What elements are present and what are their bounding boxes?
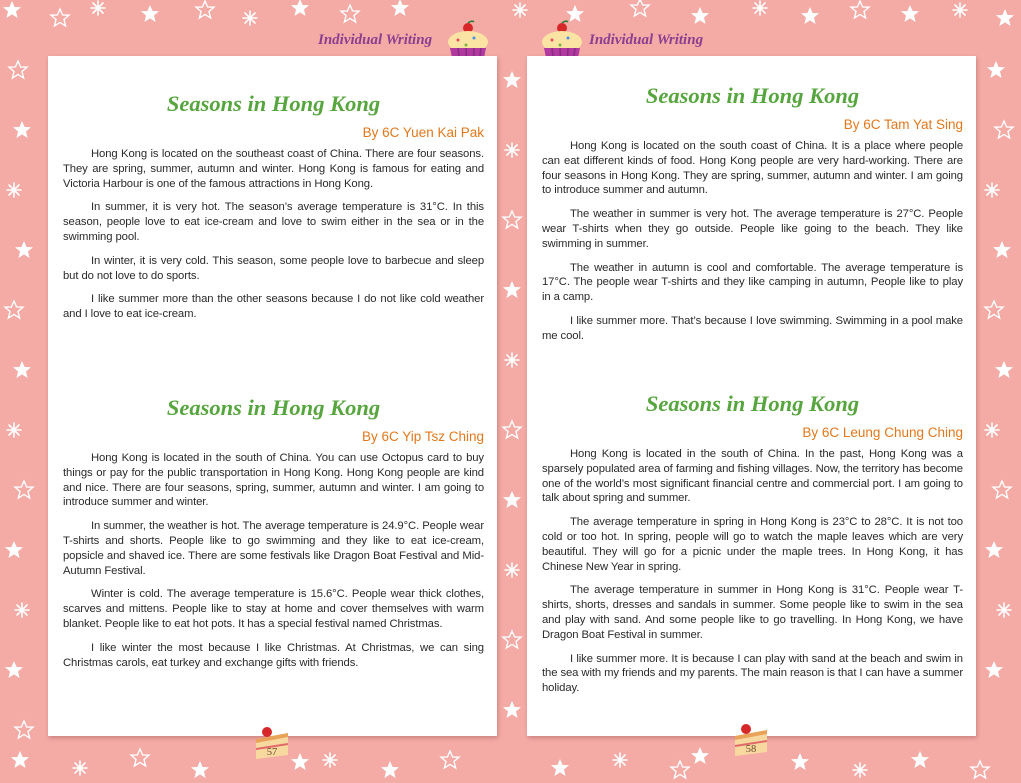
author-byline: By 6C Tam Yat Sing [843, 117, 963, 132]
star-decoration [381, 761, 399, 778]
star-decoration [15, 481, 33, 498]
page-number: 57 [266, 747, 278, 758]
star-decoration [987, 61, 1005, 78]
star-decoration [15, 603, 29, 617]
star-decoration [985, 183, 999, 197]
paragraph: I like winter the most because I like Christmas. At Christmas, we can sing Christmas carols, eat turkey and exchange gifts with friends. [63, 641, 484, 669]
star-decoration [441, 751, 459, 768]
star-decoration [13, 361, 31, 378]
article-title: Seasons in Hong Kong [166, 91, 381, 116]
star-decoration [196, 1, 214, 18]
article-leung-chung-ching [542, 390, 963, 705]
paragraph: The average temperature in spring in Hong Kong is 23°C to 28°C. It is not too cold or too hot. In spring, people will go to watch the maple leaves which are very beautiful. They will go for a picnic under the maple trees. In Hong Kong, it has Chinese New Year in spring. [542, 516, 963, 573]
author-byline: By 6C Yip Tsz Ching [361, 429, 484, 444]
star-decoration [971, 761, 989, 778]
star-decoration [753, 1, 767, 15]
star-decoration [5, 301, 23, 318]
right-page [527, 56, 976, 736]
star-decoration [15, 721, 33, 738]
star-decoration [503, 211, 521, 228]
star-decoration [5, 661, 23, 678]
star-decoration [505, 353, 519, 367]
star-decoration [291, 0, 309, 16]
paragraph: I like summer more. That’s because I love swimming. Swimming in a pool make me cool. [542, 314, 963, 342]
left-page [48, 56, 497, 736]
paragraph: In summer, the weather is hot. The average temperature is 24.9°C. People wear T-shirts and shorts. People like to go swimming and they like to eat ice-cream, popsicle and shaved ice. There are some festivals like Dragon Boat Festival and Mid-Autumn Festival. [63, 520, 484, 577]
author-byline: By 6C Yuen Kai Pak [362, 125, 484, 140]
star-decoration [291, 753, 309, 770]
star-decoration [801, 7, 819, 24]
page-number-57 [252, 725, 292, 761]
star-decoration [391, 0, 409, 16]
star-decoration [691, 747, 709, 764]
star-decoration [631, 0, 649, 16]
left-section-header: Individual Writing [318, 32, 433, 48]
star-decoration [985, 301, 1003, 318]
star-decoration [503, 281, 521, 298]
star-decoration [11, 751, 29, 768]
article-title: Seasons in Hong Kong [166, 395, 381, 420]
paragraph: Winter is cold. The average temperature is 15.6°C. People wear thick clothes, scarves and mittens. People like to stay at home and cover themselves with warm blanket. People like to eat hot pots. It has a special festival named Christmas. [63, 588, 484, 630]
star-decoration [503, 71, 521, 88]
star-decoration [341, 5, 359, 22]
article-title: Seasons in Hong Kong [645, 83, 860, 108]
article-tam-yat-sing [542, 82, 963, 353]
paragraph: Hong Kong is located on the south coast of China. It is a place where people can eat different kinds of food. Hong Kong people are very hard-working. There are four seasons in Hong Kong. They are spring, summer, autumn and winter. I am going to introduce summer and autumn. [542, 140, 963, 197]
star-decoration [503, 491, 521, 508]
star-decoration [513, 3, 527, 17]
star-decoration [13, 121, 31, 138]
star-decoration [505, 143, 519, 157]
star-decoration [985, 423, 999, 437]
article-title: Seasons in Hong Kong [645, 391, 860, 416]
star-decoration [791, 753, 809, 770]
star-decoration [131, 749, 149, 766]
star-decoration [613, 753, 627, 767]
star-decoration [911, 751, 929, 768]
star-decoration [505, 563, 519, 577]
star-decoration [7, 423, 21, 437]
paragraph: Hong Kong is located in the south of China. In the past, Hong Kong was a sparsely populated area of farming and fishing villages. Now, the territory has become one of the world’s most significant financial centre and commercial port. I am going to talk about spring and summer. [542, 448, 963, 505]
star-decoration [953, 3, 967, 17]
star-decoration [901, 5, 919, 22]
article-yuen-kai-pak [63, 90, 484, 331]
star-decoration [985, 661, 1003, 678]
star-decoration [9, 61, 27, 78]
star-decoration [996, 9, 1014, 26]
star-decoration [503, 631, 521, 648]
star-decoration [691, 7, 709, 24]
article-yip-tsz-ching [63, 394, 484, 679]
paragraph: Hong Kong is located on the southeast coast of China. There are four seasons. They are spring, summer, autumn and winter. Hong Kong is famous for eating and Victoria Harbour is one of the famous attractions in Hong Kong. [63, 148, 484, 190]
star-decoration [671, 761, 689, 778]
star-decoration [853, 763, 867, 777]
star-decoration [243, 11, 257, 25]
page-number-58 [731, 722, 771, 758]
paragraph: Hong Kong is located in the south of China. You can use Octopus card to buy things or pay for the public transportation in Hong Kong. Hong Kong people are kind and nice. There are four seasons, spring, summer, autumn and winter. I am going to introduce summer and winter. [63, 452, 484, 509]
star-decoration [7, 183, 21, 197]
star-decoration [73, 761, 87, 775]
star-decoration [993, 481, 1011, 498]
paragraph: In winter, it is very cold. This season, some people love to barbecue and sleep but do not love to do sports. [63, 254, 484, 282]
paragraph: The average temperature in summer in Hong Kong is 31°C. People wear T-shirts, shorts, dresses and sandals in summer. Some people like to swim in the sea and play with sand. And some people like to go travelling. In Hong Kong, we have Dragon Boat Festival in summer. [542, 584, 963, 641]
paragraph: I like summer more than the other seasons because I do not like cold weather and I love to eat ice-cream. [63, 293, 484, 321]
paragraph: The weather in autumn is cool and comfortable. The average temperature is 17°C. The people wear T-shirts and they like camping in autumn, People like to play in a camp. [542, 261, 963, 304]
star-decoration [5, 541, 23, 558]
star-decoration [51, 9, 69, 26]
paragraph: I like summer more. It is because I can play with sand at the beach and swim in the sea with my friends and my parents. The main reason is that I can have a summer holiday. [542, 652, 963, 695]
star-decoration [3, 1, 21, 18]
star-decoration [551, 759, 569, 776]
star-decoration [997, 603, 1011, 617]
star-decoration [323, 753, 337, 767]
star-decoration [995, 361, 1013, 378]
star-decoration [191, 761, 209, 778]
paragraph: The weather in summer is very hot. The average temperature is 27°C. People wear T-shirts when they go outside. People like going to the beach. They like swimming in summer. [542, 208, 963, 250]
star-decoration [851, 1, 869, 18]
right-section-header: Individual Writing [589, 32, 704, 48]
page-number: 58 [745, 744, 757, 755]
star-decoration [91, 1, 105, 15]
star-decoration [141, 5, 159, 22]
author-byline: By 6C Leung Chung Ching [802, 425, 963, 440]
star-decoration [985, 541, 1003, 558]
paragraph: In summer, it is very hot. The season’s average temperature is 31°C. In this season, people love to eat ice-cream and love to swim either in the sea or in the swimming pool. [63, 201, 484, 243]
star-decoration [503, 701, 521, 718]
star-decoration [993, 241, 1011, 258]
star-decoration [15, 241, 33, 258]
star-decoration [995, 121, 1013, 138]
star-decoration [503, 421, 521, 438]
